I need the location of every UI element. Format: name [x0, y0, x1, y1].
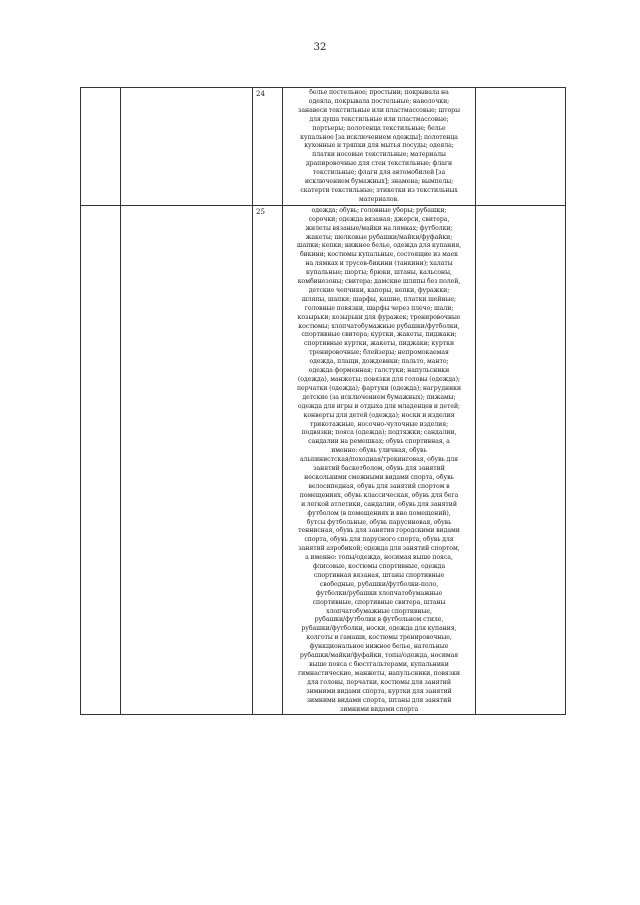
- goods-line: комбинезоны; свитера; дамские шляпы без полей,: [297, 278, 461, 286]
- goods-line: теннисная, обувь для занятия городскими видами: [298, 527, 460, 535]
- goods-line: зимними видами спорта, штаны для занятий: [306, 696, 452, 704]
- goods-line: зимними видами спорта, куртки для занятий: [306, 687, 452, 695]
- goods-line: рубашки/футболки в футбольном стиле,: [314, 616, 444, 624]
- goods-line: колготы и гамаши, костюмы тренировочные,: [306, 634, 452, 642]
- goods-line: на лямках и трусов-бикини (танкини); халаты: [305, 260, 453, 268]
- table-row: [81, 205, 566, 715]
- goods-line: одежда, плащи, дождевики; пальто, манто;: [309, 358, 449, 366]
- goods-line: козырьки; козырьки для фуражек; тренировочные: [297, 313, 461, 321]
- goods-line: скатерти текстильные; этикетки из текстильных: [300, 186, 458, 194]
- class-number-cell: [253, 205, 283, 715]
- goods-line: и легкой атлетики, сандалии, обувь для занятий: [301, 500, 457, 508]
- table-row: [81, 88, 566, 206]
- goods-line: платки носовые текстильные; материалы: [312, 151, 446, 159]
- goods-list-cell: [283, 88, 476, 206]
- goods-line: функциональное нижнее белье, нательные: [309, 643, 449, 651]
- goods-line: одежда для игры и отдыха для младенцев и детей;: [297, 402, 461, 410]
- goods-line: трикотажные, носочно-чулочные изделия;: [309, 420, 449, 428]
- goods-line: рубашки/футболки, носки, одежда для купания,: [301, 625, 457, 633]
- goods-line: выше пояса с бюстгальтерами, купальники: [309, 661, 449, 668]
- goods-line: спортивная вязаная, штаны спортивные: [313, 571, 445, 579]
- goods-list-cell: [283, 205, 476, 715]
- goods-line: исключением бумажных]; знамена; вымпелы;: [304, 178, 454, 186]
- registration-table: [80, 87, 566, 715]
- goods-line: хлопчатобумажные спортивные,: [326, 607, 432, 615]
- goods-line: (одежда), манжеты; повязки для головы (одежда);: [297, 376, 461, 383]
- class-number: 24: [256, 90, 265, 98]
- empty-cell-c: [476, 205, 566, 715]
- goods-line: перчатки (одежда); фартуки (одежда); нагрудники: [296, 384, 462, 392]
- goods-line: тренировочные; блейзеры; непромокаемая: [309, 349, 449, 357]
- goods-line: одеяла, покрывала постельные; наволочки;: [308, 97, 450, 105]
- goods-line: занавеси текстильные или пластмассовые; шторы: [298, 106, 460, 114]
- goods-line: футболки/рубашки хлопчатобумажные: [315, 589, 443, 597]
- goods-line: головные повязки, шарфы через плечо; шали;: [304, 304, 454, 312]
- empty-cell-b: [121, 88, 253, 206]
- goods-line: для головы, перчатки, костюмы для занятий: [307, 678, 451, 686]
- goods-line: зимними видами спорта: [339, 705, 419, 713]
- goods-line: конверты для детей (одежда); носки и изделия: [303, 411, 455, 419]
- goods-line: гимнастические, манжеты, напульсники, повязки: [297, 669, 461, 677]
- goods-line: рубашки/майки/фуфайки, топы/одежда, носимая: [299, 652, 459, 660]
- goods-line: детские (за исключением бумажных); пижамы;: [302, 393, 456, 401]
- goods-line: сандалии на ремешках; обувь спортивная, а: [308, 438, 450, 446]
- goods-line: одежда; обувь; головные уборы; рубашки;: [311, 206, 447, 214]
- goods-line: кухонные и тряпки для мытья посуды; одеяла;: [304, 142, 454, 150]
- goods-line: занятий баскетболом, обувь для занятий: [313, 465, 445, 473]
- goods-line: шляпы, шапки; шарфы, кашне, платки шейные;: [301, 295, 457, 303]
- goods-line: сорочки; одежда вязаная; джерси, свитера,: [308, 215, 450, 223]
- goods-line: альпинистская/походная/трекинговая, обувь для: [300, 456, 458, 464]
- goods-line: купальное [за исключением одежды]; полотенца: [300, 133, 458, 141]
- goods-line: костюмы; хлопчатобумажные рубашки/футболки,: [298, 322, 460, 330]
- goods-line: материалов.: [359, 195, 399, 203]
- class-number: 25: [256, 207, 265, 216]
- goods-line: футболом (в помещениях и вне помещений),: [307, 509, 451, 517]
- goods-line: велосипедная, обувь для занятий спортом в: [308, 482, 450, 490]
- goods-line: жилеты вязаные/майки на лямках; футболки;: [305, 224, 453, 232]
- goods-line: подвязки; пояса (одежда); подтяжки; сандалии,: [301, 429, 457, 437]
- goods-line: портьеры; полотенца текстильные; белье: [312, 124, 446, 132]
- goods-line: занятий аэробикой; одежда для занятий спортом,: [298, 545, 460, 553]
- goods-line: жакеты; шелковые рубашки/майки/фуфайки;: [305, 233, 453, 241]
- page-number: 32: [313, 42, 327, 53]
- goods-line: спортивные куртки, жакеты, пиджаки; куртки: [303, 340, 455, 348]
- goods-line: для душа текстильные или пластмассовые;: [309, 115, 449, 123]
- goods-line: помещениях, обувь классическая, обувь для бега: [299, 491, 459, 499]
- goods-line: текстильные; флаги для автомобилей [за: [312, 169, 446, 177]
- goods-line: одежда форменная; галстуки; напульсники: [308, 367, 450, 375]
- goods-line: а именно: топы/одежда, носимая выше пояса,: [305, 554, 453, 562]
- goods-line: белье постельное; простыни; покрывала на: [309, 89, 449, 96]
- goods-line: флисовые, костюмы спортивные, одежда: [312, 563, 446, 571]
- goods-line: бутсы футбольные, обувь парусиновая, обувь: [306, 518, 452, 526]
- goods-line: бикини; костюмы купальные, состоящие из маек: [300, 251, 458, 259]
- goods-line: свободные, рубашки/футболки-поло,: [319, 580, 439, 588]
- class-number-cell: [253, 88, 283, 206]
- empty-cell-a: [81, 205, 121, 715]
- goods-line: несколькими смежными видами спорта, обувь: [304, 473, 454, 481]
- goods-line: шапки; кепки; нижнее белье, одежда для купания,: [296, 242, 462, 250]
- empty-cell-b: [121, 205, 253, 715]
- goods-line: драпировочные для стен текстильные; флаги: [305, 160, 453, 168]
- goods-line: спортивные, спортивные свитера, штаны: [312, 598, 446, 606]
- empty-cell-c: [476, 88, 566, 206]
- goods-line: детские чепчики, капоры, кепки, фуражки;: [308, 286, 450, 294]
- goods-line: именно: обувь уличная, обувь: [331, 447, 427, 455]
- goods-line: спорта, обувь для парусного спорта, обувь для: [304, 536, 454, 544]
- goods-line: купальные; шорты; брюки, штаны, кальсоны,: [306, 269, 452, 277]
- empty-cell-a: [81, 88, 121, 206]
- goods-line: спортивные свитера; куртки, жакеты, пиджаки;: [301, 331, 457, 339]
